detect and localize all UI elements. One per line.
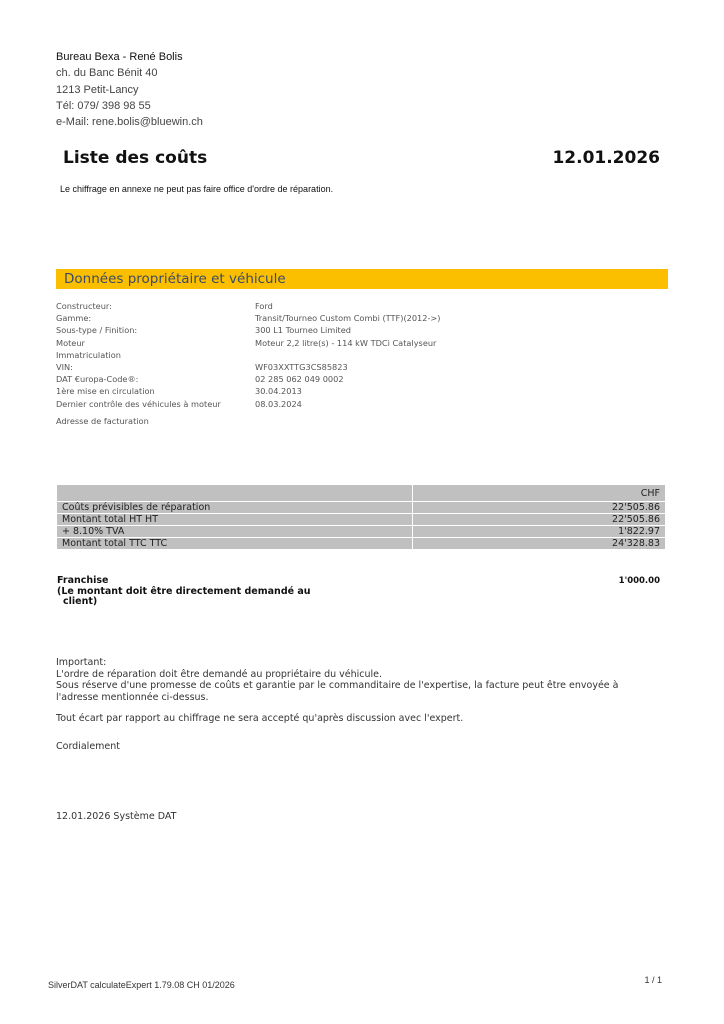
vehicle-label: Sous-type / Finition:: [56, 325, 138, 336]
cost-label: + 8.10% TVA: [57, 526, 413, 538]
vehicle-label: 1ère mise en circulation: [56, 386, 155, 397]
vehicle-value: 02 285 062 049 0002: [255, 374, 344, 385]
vehicle-label: DAT €uropa-Code®:: [56, 374, 139, 385]
vehicle-row: [56, 385, 441, 397]
vehicle-details: [56, 300, 441, 410]
billing-address-label: Adresse de facturation: [56, 416, 149, 426]
cost-row: [57, 538, 666, 550]
vehicle-value: Moteur 2,2 litre(s) - 114 kW TDCi Catalyseur: [255, 337, 437, 348]
vehicle-row: [56, 337, 441, 349]
franchise-label: Franchise: [57, 575, 109, 586]
disclaimer-note: Le chiffrage en annexe ne peut pas faire office d'ordre de réparation.: [60, 184, 334, 194]
currency-header: CHF: [413, 485, 666, 502]
vehicle-value: WF03XXTTG3CS85823: [255, 362, 348, 373]
vehicle-value: 300 L1 Tourneo Limited: [255, 325, 352, 336]
closing: Cordialement: [56, 740, 121, 752]
cost-table: [56, 484, 666, 550]
vehicle-value: Transit/Tourneo Custom Combi (TTF)(2012->): [255, 313, 441, 324]
cost-label: Montant total TTC TTC: [57, 538, 413, 550]
vehicle-label: Immatriculation: [56, 349, 121, 360]
company-phone: Tél: 079/ 398 98 55: [56, 99, 151, 112]
vehicle-value: Ford: [255, 301, 273, 311]
vehicle-label: Dernier contrôle des véhicules à moteur: [56, 398, 221, 409]
section-title: Données propriétaire et véhicule: [64, 271, 286, 287]
vehicle-label: Moteur: [56, 337, 85, 348]
vehicle-label: VIN:: [56, 362, 73, 373]
franchise-note-cont: client): [63, 596, 98, 607]
footer-software: SilverDAT calculateExpert 1.79.08 CH 01/2026: [48, 980, 235, 990]
franchise-block: [57, 576, 311, 608]
body-line: Tout écart par rapport au chiffrage ne sera accepté qu'après discussion avec l'expert.: [56, 713, 464, 724]
document-title: Liste des coûts: [63, 148, 208, 168]
cost-value: 24'328.83: [413, 538, 666, 550]
body-line: Sous réserve d'une promesse de coûts et garantie par le commanditaire de l'expertise, la facture peut être envoyée à l'adresse mentionnée ci-dessus.: [56, 680, 619, 703]
vehicle-row: [56, 312, 441, 324]
section-header: [56, 269, 668, 289]
vehicle-row: [56, 300, 441, 312]
vehicle-label: Constructeur:: [56, 301, 112, 311]
vehicle-value: 30.04.2013: [255, 386, 302, 397]
vehicle-row: [56, 373, 441, 385]
cost-row: [57, 526, 666, 538]
cost-value: 22'505.86: [413, 502, 666, 514]
cost-table-header: [57, 485, 666, 502]
document-date: 12.01.2026: [552, 148, 660, 168]
cost-row: [57, 502, 666, 514]
vehicle-row: [56, 349, 441, 361]
franchise-value: 1'000.00: [618, 576, 660, 586]
franchise-note: (Le montant doit être directement demandé au: [57, 585, 311, 597]
company-header: [56, 49, 203, 130]
company-email: e-Mail: rene.bolis@bluewin.ch: [56, 116, 203, 129]
vehicle-row: [56, 324, 441, 336]
signature: 12.01.2026 Système DAT: [56, 811, 177, 822]
vehicle-row: [56, 361, 441, 373]
company-name: Bureau Bexa - René Bolis: [56, 51, 183, 63]
body-line: L'ordre de réparation doit être demandé au propriétaire du véhicule.: [56, 668, 383, 680]
vehicle-value: 08.03.2024: [255, 398, 302, 409]
vehicle-row: [56, 398, 441, 410]
cost-label: Coûts prévisibles de réparation: [57, 502, 413, 514]
important-label: Important:: [56, 657, 107, 668]
cost-value: 22'505.86: [413, 514, 666, 526]
vehicle-label: Gamme:: [56, 313, 92, 324]
body-text: [56, 657, 656, 823]
cost-row: [57, 514, 666, 526]
company-city: 1213 Petit-Lancy: [56, 83, 139, 96]
cost-label: Montant total HT HT: [57, 514, 413, 526]
page-number: 1 / 1: [644, 975, 662, 985]
company-street: ch. du Banc Bénit 40: [56, 67, 158, 80]
cost-value: 1'822.97: [413, 526, 666, 538]
